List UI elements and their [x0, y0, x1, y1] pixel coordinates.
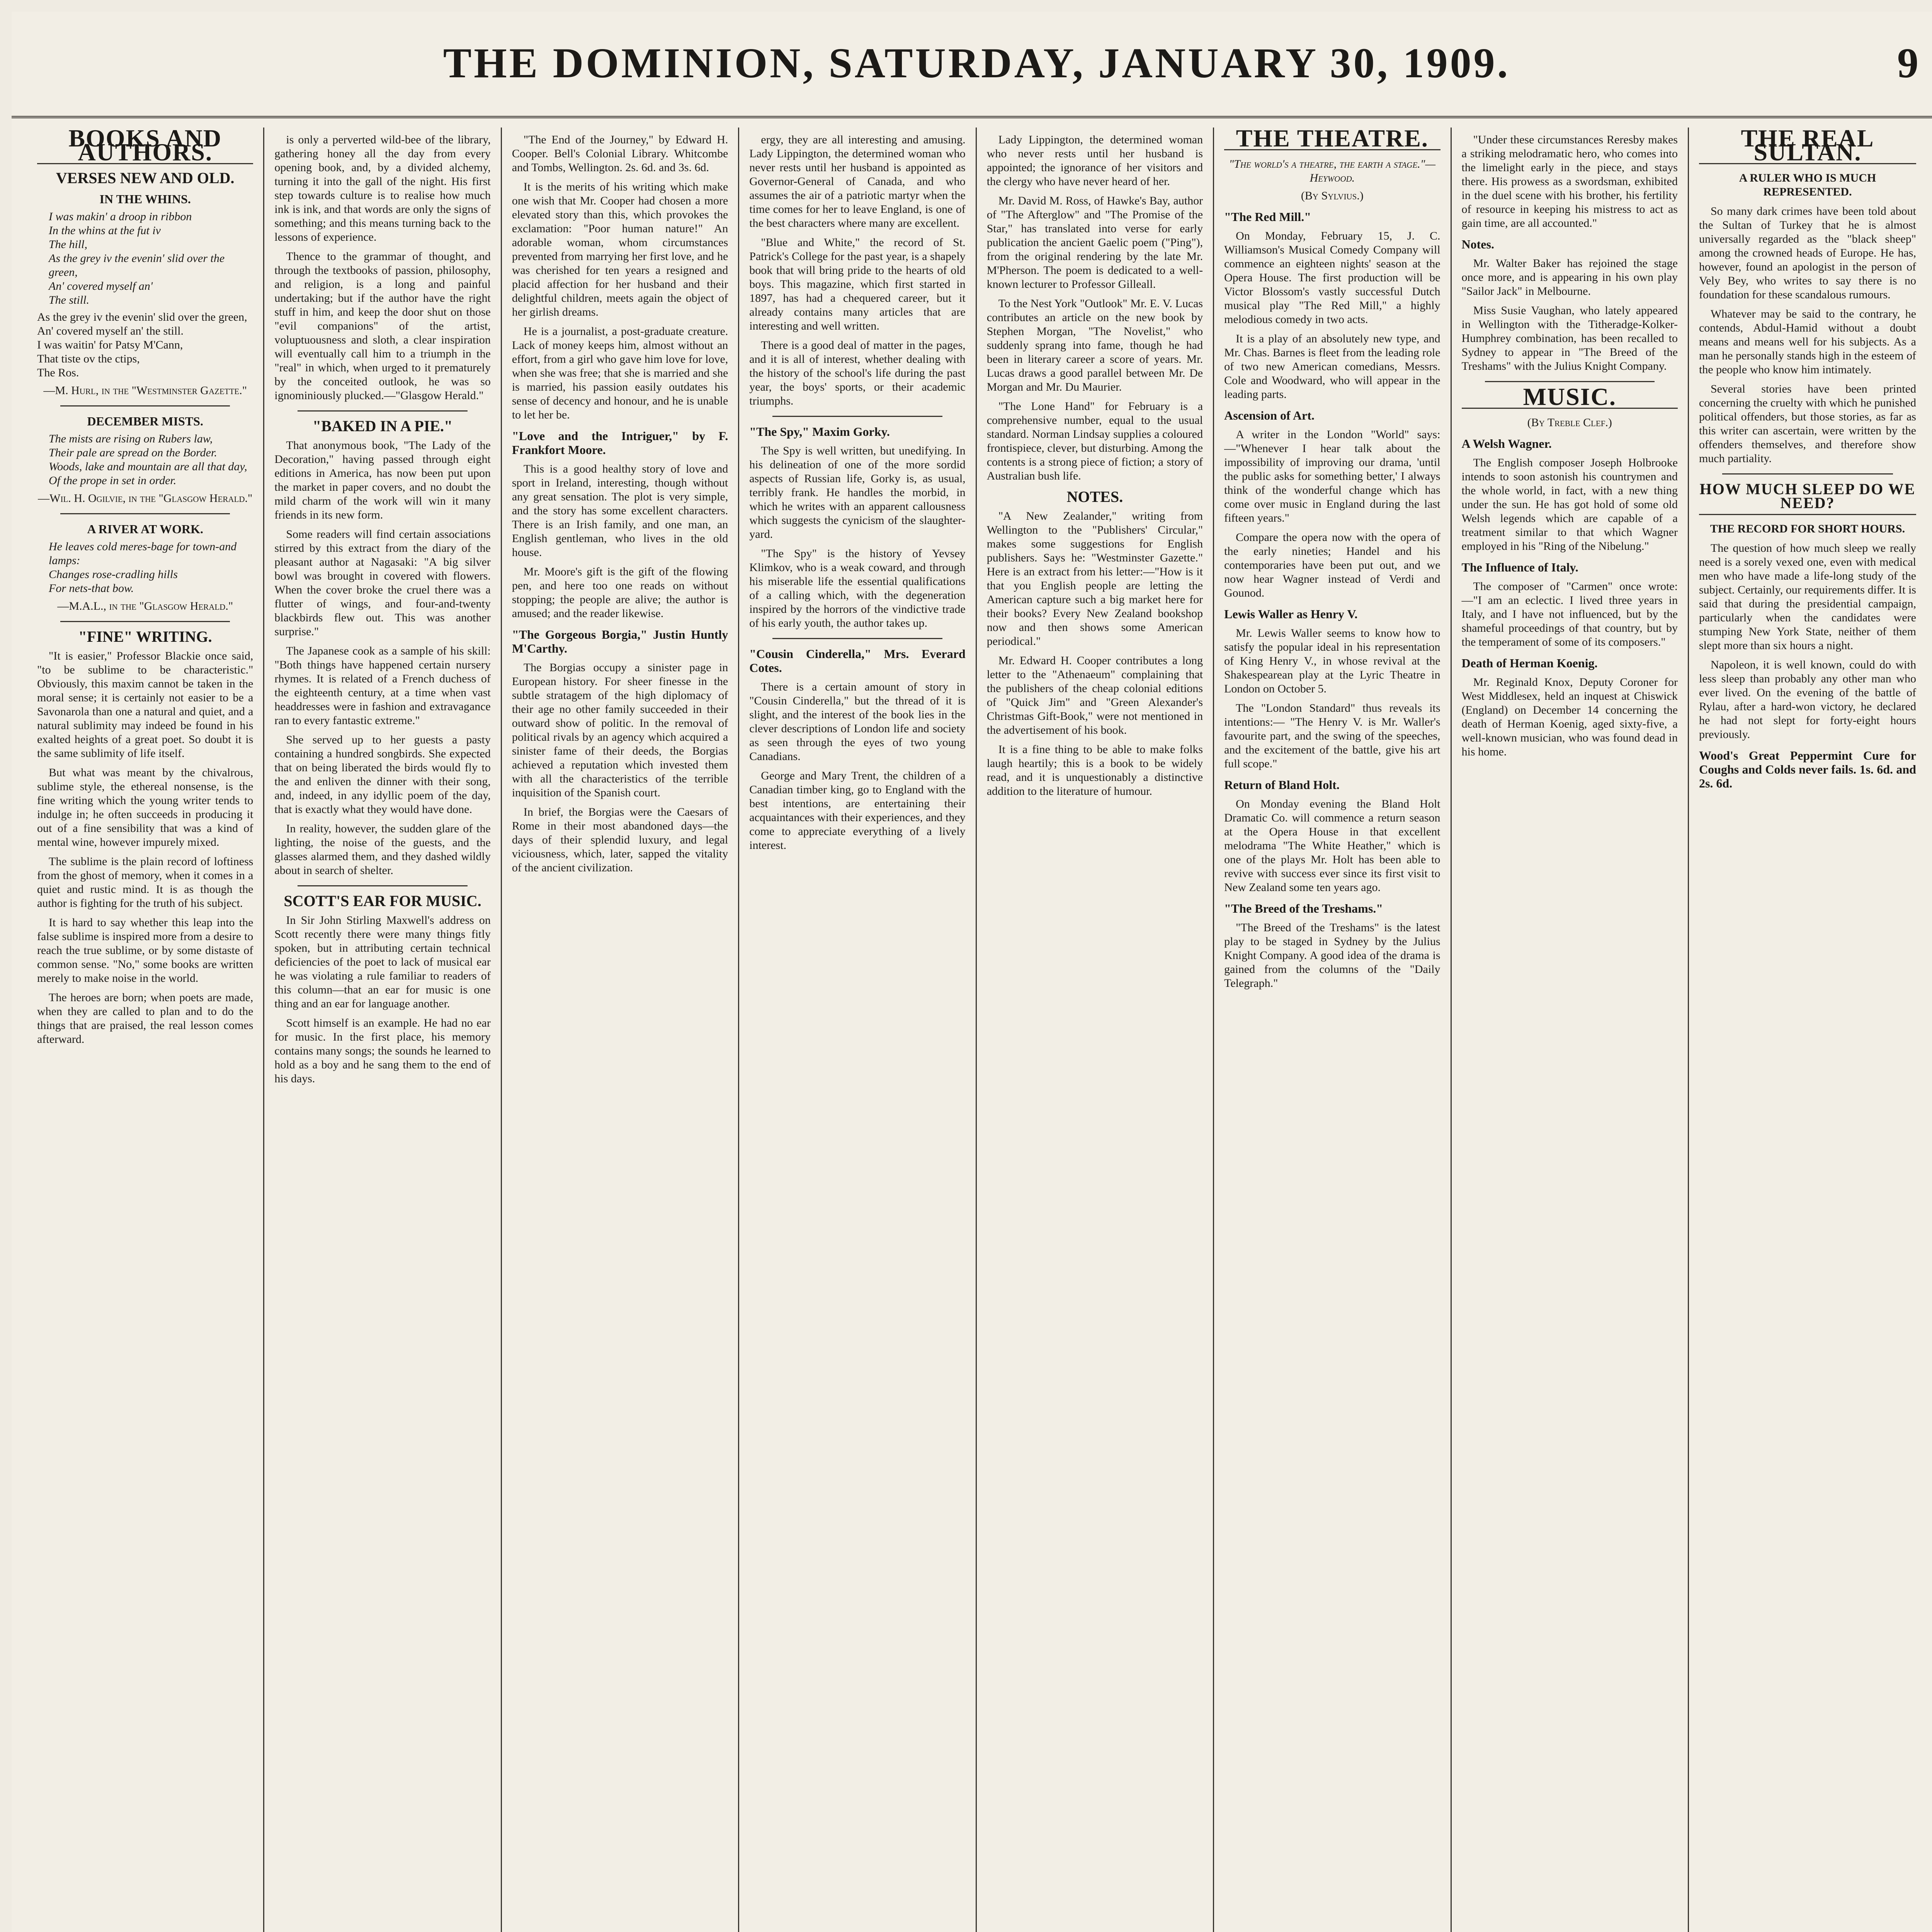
poem-title: A RIVER AT WORK.: [87, 522, 203, 536]
article-body: That anonymous book, "The Lady of the Decoration," having passed through eight editions in America, has now been put upon the market in paper covers, and no doubt the mild charm of the work will win it many friends in its new form. Some readers will find certain associations stirred by this extract from the diary of the pleasant author at Nagasaki: "A big silver bowl was brought in covered with flowers. When the cover broke the cruel there was a flutter of wings, and four-and-twenty blackbirds flew out. This was another surprise." The Japanese cook as a sample of his skill: "Both things have happened certain nursery rhymes. It is related of a French duchess of the eighteenth century, at a time when vast headdresses were in fashion and extravagance ran to every fantastic extreme." She served up to her guests a pasty containing a hundred songbirds. She expected that on being liberated the birds would fly to the and enliven the dinner with their song, and, indeed, in any idyllic poem of the day, that is exactly what they would have done. In reality, however, the sudden glare of the lighting, the noise of the guests, and the glasses alarmed them, and they dashed wildly about in search of shelter.: [274, 439, 491, 877]
theatre-item-title: "The Red Mill.": [1224, 210, 1311, 224]
article-body: In Sir John Stirling Maxwell's address on Scott recently there were many things fitly spoken, but in attributing certain technical deficiencies of the poet to lack of musical ear he was violating a rule familiar to readers of this column—that an ear for music is one thing and an ear for language another. Scott himself is an example. He had no ear for music. In the first place, his memory contains many songs; the sounds he learned to hold as a boy and he sang them to the end of his days.: [274, 914, 491, 1085]
sleep-subheading: THE RECORD FOR SHORT HOURS.: [1710, 522, 1905, 535]
article-body: On Monday evening the Bland Holt Dramatic Co. will commence a return season at the Opera House in that excellent melodrama "The White Heather," which is one of the plays Mr. Holt has been able to revive with success ever since its first visit to New Zealand some ten years ago.: [1224, 798, 1440, 894]
byline: (By Sylvius.): [1301, 189, 1364, 202]
article-body: The question of how much sleep we really need is a sorely vexed one, even with medical men who have made a life-long study of the subject. Certainly, our requirements differ. It is said that during the presidential campaign, particularly when the candidates were stumping New York State, neither of them slept more than six hours a night. Napoleon, it is well known, could do with less sleep than probably any other man who ever lived. On the evening of the battle of Rylau, after a hard-won victory, he declared he had not slept for forty-eight hours previously.: [1699, 542, 1916, 741]
notes-heading: NOTES.: [1066, 488, 1123, 505]
poem-body: The mists are rising on Rubers law, Their pale are spread on the Border. Woods, lake and mountain are all that day, Of the prope in set in order.: [49, 432, 247, 487]
columns: [27, 128, 1926, 1932]
column-four: [739, 128, 976, 1932]
scotts-ear-heading: SCOTT'S EAR FOR MUSIC.: [284, 892, 481, 910]
column-books-and-authors: [27, 128, 264, 1932]
article-body: "The Breed of the Treshams" is the latest play to be staged in Sydney by the Julius Knight Company. A good idea of the drama is gained from the columns of the "Daily Telegraph.": [1224, 921, 1440, 990]
theatre-item-title: "The Breed of the Treshams.": [1224, 901, 1383, 915]
article-body: "The End of the Journey," by Edward H. Cooper. Bell's Colonial Library. Whitcombe and Tombs, Wellington. 2s. 6d. and 3s. 6d. It is the merits of his writing which make one wish that Mr. Cooper had chosen a more elevated story than this, which provokes the exclamation: "Poor human nature!" An adorable woman, whom circumstances prevented from marrying her first love, and he was cherished for ten years a resigned and placid affection for her husband and their delightful children, meets again the object of her girlish dreams. He is a journalist, a post-graduate creature. Lack of money keeps him, almost without an effort, from a girl who gave him love for love, when she was free; that she is married and she is married, his passion easily outdates his sense of decency and honour, and he is unable to let her be.: [512, 133, 728, 421]
poem-credit: —Wil. H. Ogilvie, in the "Glasgow Herald.": [38, 492, 253, 505]
section-heading-books: BOOKS AND AUTHORS.: [37, 131, 253, 164]
masthead-title: THE DOMINION, SATURDAY, JANUARY 30, 1909.: [443, 39, 1510, 87]
column-theatre: [1214, 128, 1451, 1932]
book-review-title: "Cousin Cinderella," Mrs. Everard Cotes.: [749, 647, 966, 675]
column-five: [977, 128, 1214, 1932]
music-item-title: Death of Herman Koenig.: [1461, 656, 1598, 670]
baked-in-a-pie-heading: "BAKED IN A PIE.": [313, 417, 453, 435]
music-item-title: Notes.: [1461, 237, 1494, 251]
poem-credit: —M.A.L., in the "Glasgow Herald.": [57, 600, 233, 612]
article-body: ergy, they are all interesting and amusing. Lady Lippington, the determined woman who never rests until her husband is appointed as Governor-General of Canada, and who assumes the air of a patriotic martyr when the time comes for her to leave England, is one of the best characters where many are excellent. "Blue and White," the record of St. Patrick's College for the past year, is a shapely book that will bring pride to the hearts of old boys. This magazine, which first started in 1897, has had a chequered career, but it already contains many articles that are interesting and well written. There is a good deal of matter in the pages, and it is all of interest, whether dealing with the history of the school's life during the past year, the boys' sports, or their academic triumphs.: [749, 133, 966, 407]
article-body: "A New Zealander," writing from Wellington to the "Publishers' Circular," makes some suggestions for English publishers. Says he: "Westminster Gazette." Here is an extract from his letter:—"How is it that you English people are letting the American capture such a big market here for their books? Every New Zealand bookshop now and then shows some American periodical." Mr. Edward H. Cooper contributes a long letter to the "Athenaeum" complaining that the publishers of the cheap colonial editions of "Quick Jim" and "Green Alexander's Christmas Gift-Book," were not mentioned in the advertisement of his book. It is a fine thing to be able to make folks laugh heartily; this is a book to be widely read, and it is unquestionably a distinctive addition to the literature of humour.: [986, 510, 1203, 798]
music-item-title: A Welsh Wagner.: [1461, 437, 1552, 451]
column-music: [1452, 128, 1689, 1932]
article-body: The Borgias occupy a sinister page in European history. For sheer finesse in the subtle stratagem of the high diplomacy of their age no other family succeeded in their outward show of politic. In the removal of political rivals by an agency which acquired a sinister fame of their deeds, the Borgias achieved a reputation which invested them with all the characteristics of the terrible inquisition of the Spanish court. In brief, the Borgias were the Caesars of Rome in their most abandoned days—the days of their splendid luxury, and legal viciousness, which, later, sapped the vitality of the ancient civilization.: [512, 661, 728, 874]
article-body: There is a certain amount of story in "Cousin Cinderella," but the thread of it is slight, and the interest of the book lies in the clever descriptions of London life and society as seen through the eyes of two young Canadians. George and Mary Trent, the children of a Canadian timber king, go to England with the best intentions, are entertaining their acquaintances with their experiences, and they come to appreciate everything of a lively interest.: [749, 680, 966, 852]
theatre-item-title: Lewis Waller as Henry V.: [1224, 607, 1358, 621]
article-body: Lady Lippington, the determined woman who never rests until her husband is appointed; the ignorance of her visitors and the clergy who have never heard of her. Mr. David M. Ross, of Hawke's Bay, author of "The Afterglow" and "The Promise of the Star," has translated into verse for early publication the ancient Gaelic poem ("Ping"), from the original rendering by the late Mr. M'Pherson. The poem is dedicated to a well-known lecturer to Professor Gilleall. To the Nest York "Outlook" Mr. E. V. Lucas contributes an article on the new book by Stephen Morgan, "The Novelist," who suddenly sprang into fame, though he had been in literary career a score of years. Mr. Lucas draws a good parallel between Mr. De Morgan and Mr. Du Maurier. "The Lone Hand" for February is a comprehensive number, equal to the usual standard. Norman Lindsay supplies a coloured frontispiece, clever, but disturbing. Among the contents is a strong piece of fiction; a story of Australian bush life.: [986, 133, 1203, 482]
section-heading-sultan: THE REAL SULTAN.: [1699, 131, 1916, 164]
poem-text: I was makin' a droop in ribbon In the whins at the fut iv The hill, As the grey iv the evenin' slid over the green, An' covered myself an' The still.: [49, 210, 225, 306]
book-review-title: "The Spy," Maxim Gorky.: [749, 425, 890, 439]
poem-body: He leaves cold meres-bage for town-and lamps: Changes rose-cradling hills For nets-that bow.: [49, 540, 237, 595]
masthead: [12, 12, 1932, 118]
poem-credit: —M. Hurl, in the "Westminster Gazette.": [43, 384, 247, 397]
advertisement: Wood's Great Peppermint Cure for Coughs and Colds never fails. 1s. 6d. and 2s. 6d.: [1699, 748, 1916, 790]
poem-title: IN THE WHINS.: [99, 192, 191, 206]
verses-heading: VERSES NEW AND OLD.: [56, 169, 235, 187]
column-sultan: [1689, 128, 1926, 1932]
section-heading-theatre: THE THEATRE.: [1224, 131, 1440, 150]
article-body: On Monday, February 15, J. C. Williamson's Musical Comedy Company will commence an eighteen nights' season at the Opera House. The first production will be Victor Blossom's vastly successful Dutch musical play "The Red Mill," a highly melodious comedy in two acts. It is a play of an absolutely new type, and Mr. Chas. Barnes is fleet from the leading role of two new American comedians, Messrs. Cole and Woodward, who will appear in the leading parts.: [1224, 230, 1440, 401]
poem-body: As the grey iv the evenin' slid over the green, An' covered myself an' the still. I was waitin' for Patsy M'Cann, That tiste ov the ctips, The Ros.: [37, 311, 247, 379]
music-item-title: The Influence of Italy.: [1461, 560, 1578, 574]
fine-writing-heading: "FINE" WRITING.: [78, 628, 212, 645]
article-body: The Spy is well written, but unedifying. In his delineation of one of the more sordid aspects of Russian life, Gorky is, as usual, terribly frank. He handles the morbid, in which he writes with an apparent callousness which suggests the cynicism of the slaughter-yard. "The Spy" is the history of Yevsey Klimkov, who is a weak coward, and through his miserable life the essential qualifications of a calling which, with the degeneration inspired by the horrors of the vindictive trade of his early youth, the author takes up.: [749, 444, 966, 629]
article-body: "It is easier," Professor Blackie once said, "to be sublime to be characteristic." Obviously, this maxim cannot be taken in the moral sense; it is certainly not easier to be a Savonarola than one a natural and quiet, and a natural sublimity may indeed be found in his exalted heights of a great poet. So doubt it is the same sublimity of life itself. But what was meant by the chivalrous, sublime style, the ethereal nonsense, is the fine writing which the young writer tends to indulge in; he often succeeds in producing it out of a fine sensibility that was a kind of mental wine, however impurely mixed. The sublime is the plain record of loftiness from the ghost of memory, when it comes in a quiet and rustic mind. It is as though the author is fighting for the truth of his subject. It is hard to say whether this leap into the false sublime is inspired more from a desire to reach the true sublime, or by some distaste of common sense. "No," some books are written merely to make noise in the world. The heroes are born; when poets are made, when they are called to plan and to do the things that are praised, the real lesson comes afterward.: [37, 650, 253, 1046]
column-two: [264, 128, 502, 1932]
book-review-title: "Love and the Intriguer," by F. Frankfort Moore.: [512, 429, 728, 457]
theatre-item-title: Ascension of Art.: [1224, 408, 1315, 422]
sultan-subheading: A RULER WHO IS MUCH REPRESENTED.: [1739, 172, 1876, 198]
theatre-item-title: Return of Bland Holt.: [1224, 778, 1340, 792]
column-three: [502, 128, 739, 1932]
page-number: 9: [1897, 39, 1918, 87]
byline: (By Treble Clef.): [1527, 416, 1612, 429]
article-body: A writer in the London "World" says:—"Whenever I hear talk about the impossibility of improving our drama, 'until the public asks for something better,' I always think of the wonderful change which has come over music in England during the last fifteen years." Compare the opera now with the opera of the early nineties; Handel and his contemporaries have been put out, and we now hear Wagner instead of Verdi and Gounod.: [1224, 428, 1440, 599]
article-body: Mr. Lewis Waller seems to know how to satisfy the popular ideal in his representation of King Henry V., in whose revival at the Shakespearean play at the Lyric Theatre in London on October 5. The "London Standard" thus reveals its intentions:— "The Henry V. is Mr. Waller's favourite part, and the swing of the speeches, and the excitement of the battle, give his art full scope.": [1224, 627, 1440, 770]
section-heading-music: MUSIC.: [1462, 390, 1678, 409]
article-body: "Under these circumstances Reresby makes a striking melodramatic hero, who comes into the limelight early in the piece, and stays there. His prowess as a swordsman, exhibited in the duel scene with his brother, his fertility of resource in keeping his mistress to act as gain time, are all accounted.": [1461, 133, 1678, 230]
article-body: This is a good healthy story of love and sport in Ireland, interesting, though without any great sensation. The plot is very simple, and the story has some excellent characters. There is an Irish family, and one man, an English gentleman, who lives in the old house. Mr. Moore's gift is the gift of the flowing pen, and here too one reads on without stopping; the people are alive; the author is amused; and the reader likewise.: [512, 463, 728, 620]
article-body: The composer of "Carmen" once wrote:—"I am an eclectic. I lived three years in Italy, and I have not influenced, but by the shameful proceedings of that country, but by the temperament of some of its composers.": [1461, 580, 1678, 648]
poem-title: DECEMBER MISTS.: [87, 414, 203, 428]
article-body: The English composer Joseph Holbrooke intends to soon astonish his countrymen and the whole world, in fact, with a new thing under the sun. He has got hold of some old Welsh legends which are capable of a treatment similar to that which Wagner employed in his "Ring of the Nibelung.": [1461, 456, 1678, 553]
newspaper-page: [12, 12, 1932, 1932]
article-body: Mr. Reginald Knox, Deputy Coroner for West Middlesex, held an inquest at Chiswick (England) on December 14 concerning the death of Herman Koenig, aged sixty-five, a well-known musician, who was found dead in his home.: [1461, 676, 1678, 758]
article-body: is only a perverted wild-bee of the library, gathering honey all the day from every opening book, and, by a divided alchemy, turning it into the gall of the night. His first step towards culture is to realise how much ink is ink, and that words are only the signs of something; and this means turning back to the lessons of experience. Thence to the grammar of thought, and through the textbooks of passion, philosophy, and religion, is a long and painful undertaking; but if the author have the right stuff in him, and keep the door shut on those "evil companions" of the artist, voluptuousness and sloth, a clear inspiration will eventually call him to a triumph in the "real" in which, when urged to it prematurely by the conceited outlook, he was so ignominiously plucked.—"Glasgow Herald.": [274, 133, 491, 402]
sleep-heading: HOW MUCH SLEEP DO WE NEED?: [1699, 482, 1916, 515]
epigraph: "The world's a theatre, the earth a stage."—Heywood.: [1229, 158, 1436, 184]
book-review-title: "The Gorgeous Borgia," Justin Huntly M'Carthy.: [512, 628, 728, 655]
article-body: So many dark crimes have been told about the Sultan of Turkey that he is almost universally regarded as the "black sheep" among the crowned heads of Europe. He has, however, found an apologist in the person of Vely Bey, who writes to say there is no foundation for these scandalous rumours. Whatever may be said to the contrary, he contends, Abdul-Hamid without a doubt means and means well for his subjects. As a man he personally stands high in the esteem of the people who know him intimately. Several stories have been printed concerning the cruelty with which he punished political offenders, but those stories, as far as this writer can ascertain, were written by the offenders themselves, and therefore show much partiality.: [1699, 205, 1916, 465]
article-body: Mr. Walter Baker has rejoined the stage once more, and is appearing in his own play "Sailor Jack" in Melbourne. Miss Susie Vaughan, who lately appeared in Wellington with the Titheradge-Kolker-Humphrey combination, has been recalled to Sydney to appear in "The Breed of the Treshams" with the Julius Knight Company.: [1461, 257, 1678, 372]
